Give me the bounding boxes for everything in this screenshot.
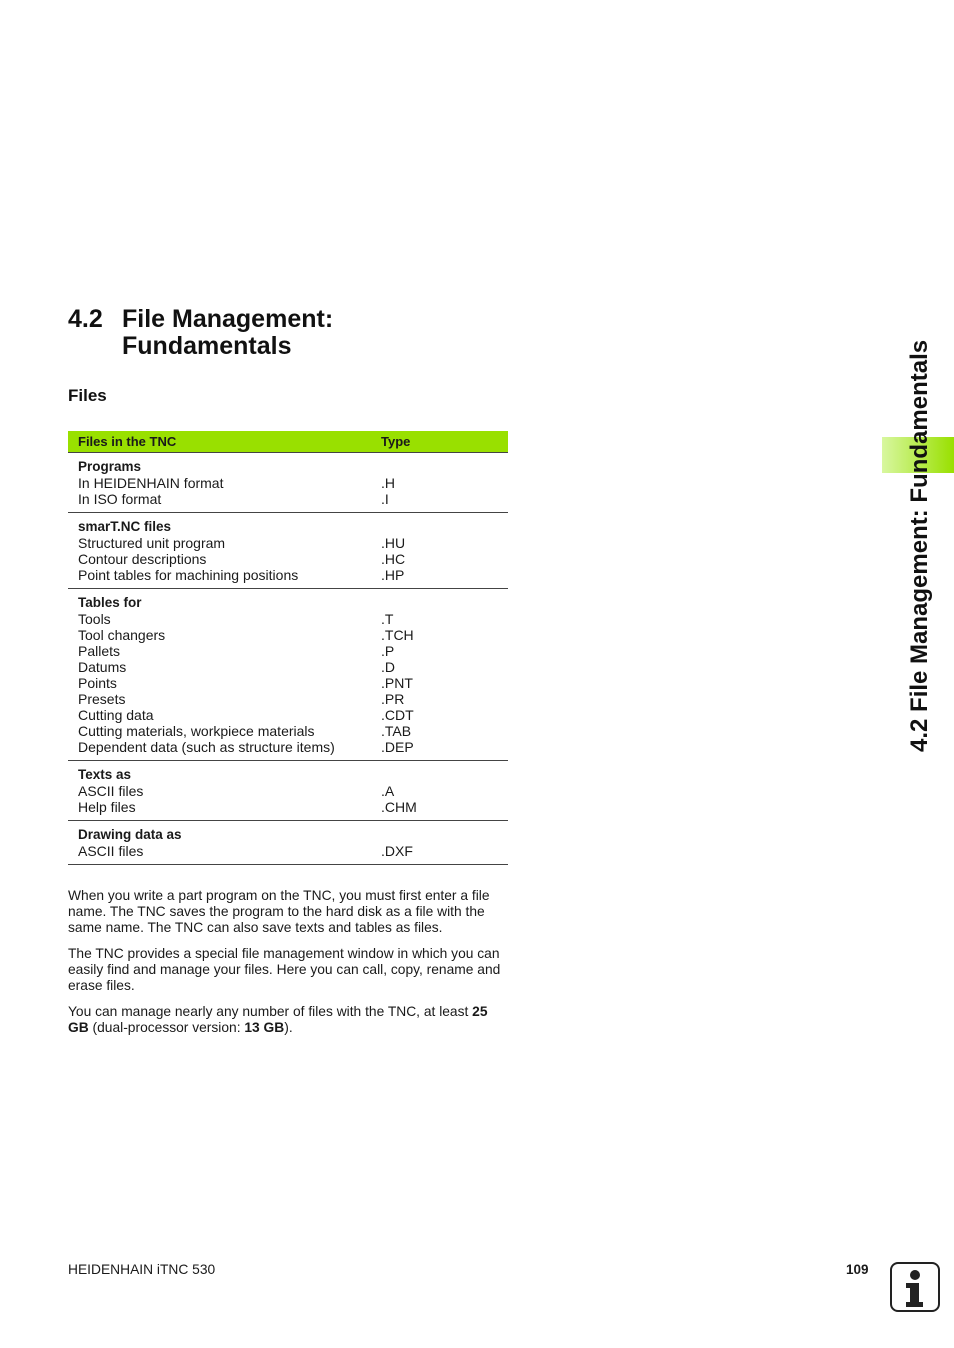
file-extension: .I (381, 491, 389, 507)
file-extension: .CHM (381, 799, 417, 815)
table-row (68, 843, 508, 859)
table-row (68, 691, 508, 707)
group-title: Tables for (78, 595, 142, 610)
file-extension: .DXF (381, 843, 413, 859)
table-group (68, 761, 508, 821)
table-row (68, 491, 508, 507)
file-extension: .TAB (381, 723, 412, 739)
file-extension: .DEP (381, 739, 414, 755)
file-extension: .H (381, 475, 395, 491)
section-heading: Files (68, 386, 107, 405)
chapter-title-line1: File Management: (122, 305, 334, 333)
file-extension: .P (381, 643, 395, 659)
capacity-dual: 13 GB (244, 1020, 285, 1035)
file-description: Tool changers (78, 627, 166, 643)
table-row (68, 783, 508, 799)
file-extension: .HU (381, 535, 406, 551)
file-extension: .CDT (381, 707, 414, 723)
file-description: ASCII files (78, 843, 144, 859)
file-extension: .HC (381, 551, 406, 567)
file-description: In HEIDENHAIN format (78, 475, 224, 491)
table-row (68, 799, 508, 815)
table-row (68, 675, 508, 691)
file-description: Cutting materials, workpiece materials (78, 723, 315, 739)
table-row (68, 659, 508, 675)
file-extension: .T (381, 611, 394, 627)
table-row (68, 707, 508, 723)
file-description: In ISO format (78, 491, 162, 507)
file-description: Structured unit program (78, 535, 226, 551)
paragraph-3: You can manage nearly any number of files with the TNC, at least 25 GB (dual-processor version: 13 GB). (68, 1004, 488, 1035)
file-extension: .PNT (381, 675, 413, 691)
table-group (68, 453, 508, 513)
paragraph-1: When you write a part program on the TNC, you must first enter a file name. The TNC saves the program to the hard disk as a file with the same name. The TNC can also save texts and tables as files. (68, 888, 490, 935)
table-row (68, 739, 508, 755)
table-row (68, 611, 508, 627)
table-row (68, 643, 508, 659)
file-description: Presets (78, 691, 126, 707)
table-row (68, 723, 508, 739)
file-description: Cutting data (78, 707, 154, 723)
file-extension: .PR (381, 691, 405, 707)
file-description: Datums (78, 659, 127, 675)
chapter-title-line2: Fundamentals (122, 332, 292, 360)
footer-product: HEIDENHAIN iTNC 530 (68, 1262, 216, 1277)
table-row (68, 535, 508, 551)
header-files: Files in the TNC (78, 434, 177, 449)
chapter-title (68, 306, 333, 360)
file-description: Tools (78, 611, 111, 627)
file-extension: .HP (381, 567, 405, 583)
table-row (68, 551, 508, 567)
file-extension: .A (381, 783, 395, 799)
paragraph-2: The TNC provides a special file management window in which you can easily find and manage your files. Here you can call, copy, rename and erase files. (68, 946, 501, 993)
table-group (68, 821, 508, 865)
chapter-number: 4.2 (68, 305, 103, 333)
file-types-table (68, 431, 508, 865)
file-description: Help files (78, 799, 136, 815)
file-description: ASCII files (78, 783, 144, 799)
info-icon (890, 1262, 940, 1312)
file-description: Points (78, 675, 117, 691)
file-description: Pallets (78, 643, 121, 659)
table-group (68, 513, 508, 589)
group-title: Texts as (78, 767, 132, 782)
file-extension: .D (381, 659, 395, 675)
sidebar-title: 4.2 File Management: Fundamentals (906, 339, 933, 752)
group-title: Programs (78, 459, 142, 474)
file-description: Contour descriptions (78, 551, 207, 567)
group-title: Drawing data as (78, 827, 182, 842)
table-header (68, 431, 508, 453)
body-text (68, 888, 512, 1046)
page-number: 109 (846, 1262, 869, 1277)
header-type: Type (381, 434, 411, 449)
file-description: Dependent data (such as structure items) (78, 739, 335, 755)
table-row (68, 475, 508, 491)
table-row (68, 627, 508, 643)
group-title: smarT.NC files (78, 519, 172, 534)
file-extension: .TCH (381, 627, 414, 643)
capacity-main: 25 GB (68, 1004, 488, 1035)
table-row (68, 567, 508, 583)
table-group (68, 589, 508, 761)
file-description: Point tables for machining positions (78, 567, 299, 583)
